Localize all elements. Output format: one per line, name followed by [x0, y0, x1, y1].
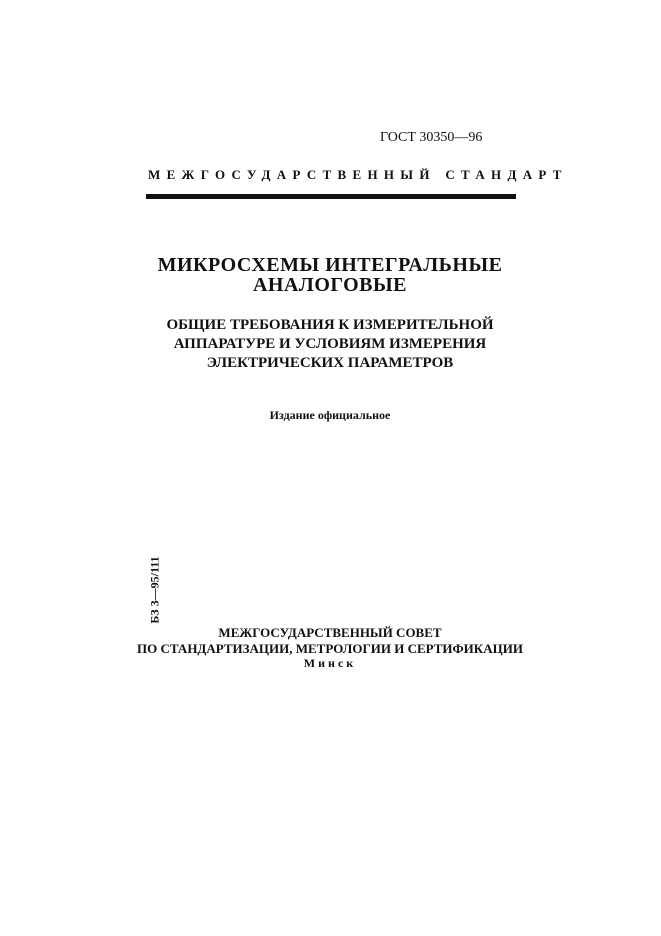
edition-label: Издание официальное	[269, 408, 391, 422]
document-number: ГОСТ 30350—96	[380, 130, 483, 145]
document-subtitle-line-3: ЭЛЕКТРИЧЕСКИХ ПАРАМЕТРОВ	[206, 355, 454, 371]
title-rule-divider	[146, 194, 516, 199]
document-subtitle-line-2: АППАРАТУРЕ И УСЛОВИЯМ ИЗМЕРЕНИЯ	[173, 336, 487, 352]
document-title-line-2: АНАЛОГОВЫЕ	[252, 274, 407, 296]
publisher-line-2: ПО СТАНДАРТИЗАЦИИ, МЕТРОЛОГИИ И СЕРТИФИКАЦИИ	[137, 641, 523, 656]
publisher-city: Минск	[303, 656, 357, 670]
publisher-line-1: МЕЖГОСУДАРСТВЕННЫЙ СОВЕТ	[218, 625, 442, 640]
side-catalog-code: БЗ 3—95/111	[147, 556, 162, 624]
standard-type-heading: МЕЖГОСУДАРСТВЕННЫЙ СТАНДАРТ	[148, 167, 568, 182]
document-subtitle-line-1: ОБЩИЕ ТРЕБОВАНИЯ К ИЗМЕРИТЕЛЬНОЙ	[166, 317, 494, 333]
document-title-line-1: МИКРОСХЕМЫ ИНТЕГРАЛЬНЫЕ	[157, 254, 503, 276]
